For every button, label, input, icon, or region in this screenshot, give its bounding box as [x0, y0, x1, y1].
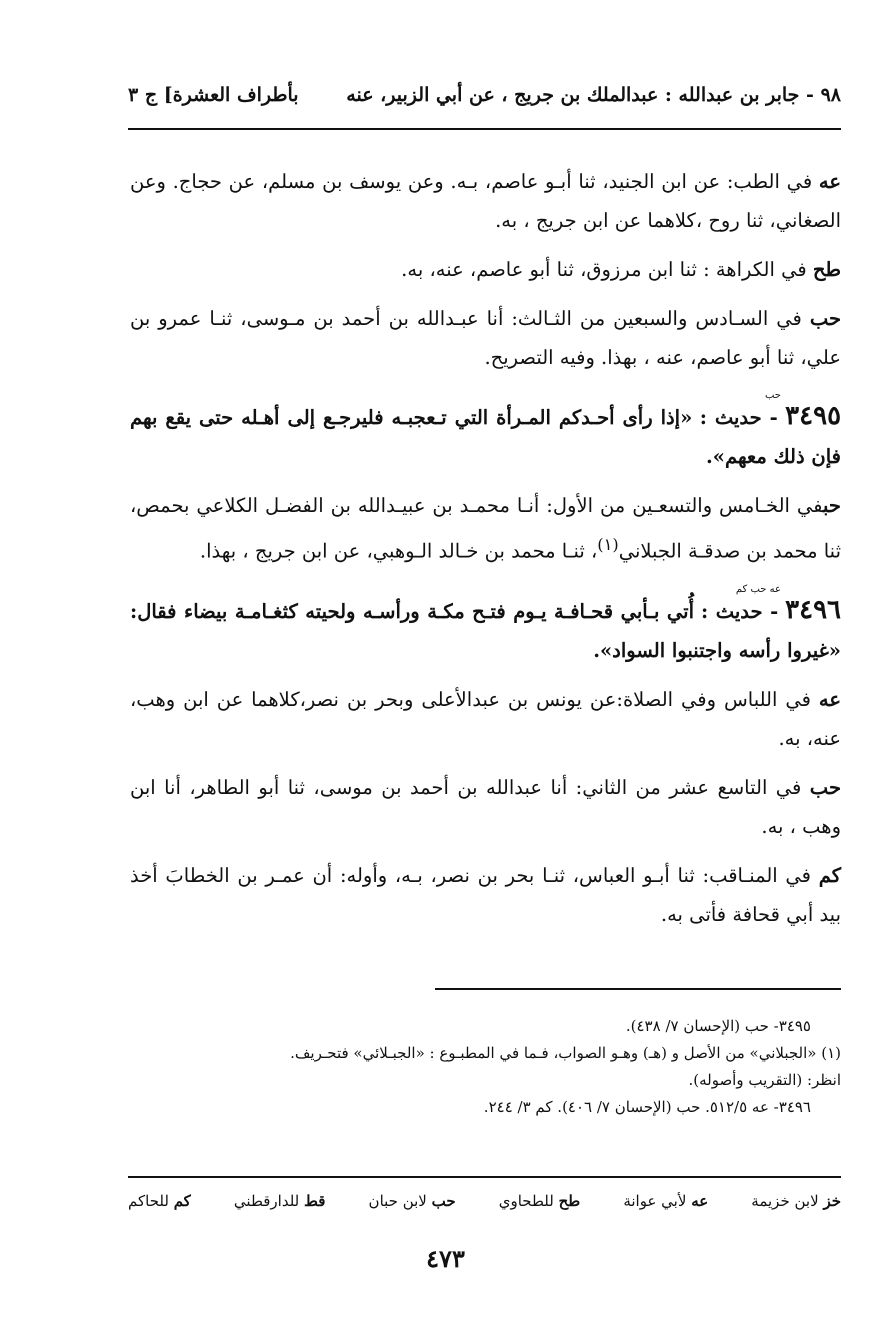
source-abbr: حب — [823, 494, 841, 517]
paragraph-text: في الكراهة : ثنا ابن مرزوق، ثنا أبو عاصم، عنه، به. — [401, 258, 807, 281]
main-text — [130, 162, 841, 944]
paragraph-text: في المنـاقب: ثنا أبـو العباس، ثنـا بحر بن نصر، بـه، وأوله: أن عمـر بن الخطابَ أخذ بيد أبي قحافة فأتى به. — [130, 863, 841, 926]
header-chapter-number: ٩٨ — [820, 84, 841, 106]
header-divider — [128, 128, 841, 130]
source-abbr: عه — [818, 170, 841, 193]
footnote-line: ٣٤٩٥- حب (الإحسان ٧/ ٤٣٨). — [625, 1017, 811, 1035]
footnotes — [128, 1013, 841, 1121]
hadith-3496 — [130, 585, 841, 670]
source-abbr: طح — [812, 258, 841, 281]
paragraph-hibban-2 — [130, 486, 841, 571]
footnote-divider — [435, 988, 841, 990]
source-abbr: حب — [809, 775, 841, 799]
footnote-line: انظر: (التقريب وأصوله). — [688, 1071, 841, 1089]
running-header — [128, 84, 841, 106]
hadith-text: «إذا رأى أحـدكم المـرأة التي تـعجبـه فليرجـع إلى أهـله حتى يقع بهم فإن ذلك معهم». — [130, 406, 841, 468]
paragraph-hibban-1 — [130, 299, 841, 377]
hadith-sources: حب — [764, 390, 781, 401]
hadith-number: ٣٤٩٦ — [785, 594, 842, 625]
paragraph-awana-libas — [130, 680, 841, 758]
key-item: كم للحاكم — [128, 1192, 191, 1210]
paragraph-hakim — [130, 856, 841, 934]
footnote-line: (١) «الجبلاني» من الأصل و (هـ) وهـو الصواب، فـما في المطبـوع : «الجبـلائي» فتحـريف. — [290, 1044, 841, 1062]
paragraph-text: في الخـامس والتسعـين من الأول: أنـا محمـد بن عبيـدالله بن الفضـل الكلاعي بحمص، ثنا محمد بن صدقـة الجبلاني — [130, 494, 841, 563]
page-number: ٤٧٣ — [426, 1244, 465, 1273]
hadith-number: ٣٤٩٥ — [785, 401, 842, 431]
key-item: خز لابن خزيمة — [751, 1192, 841, 1210]
hadith-label: - حديث : — [700, 599, 779, 623]
header-chain-title: جابر بن عبدالله : عبدالملك بن جريج ، عن أبي الزبير، عنه — [346, 84, 800, 106]
hadith-label: - حديث : — [699, 406, 778, 429]
paragraph-text-cont: ، ثنـا محمد بن خـالد الـوهبي، عن ابن جريج ، بهذا. — [199, 539, 598, 563]
paragraph-awana-tibb — [130, 162, 841, 240]
abbreviation-key — [128, 1192, 841, 1210]
footnote-line: ٣٤٩٦- عه ٥١٢/٥. حب (الإحسان ٧/ ٤٠٦). كم ٣/ ٢٤٤. — [483, 1098, 811, 1116]
key-item: عه لأبي عوانة — [623, 1192, 709, 1210]
source-abbr: عه — [818, 687, 842, 711]
hadith-sources: عه حب كم — [735, 583, 781, 595]
paragraph-text: في التاسع عشر من الثاني: أنا عبدالله بن أحمد بن موسى، ثنا أبو الطاهر، أنا ابن وهب ، به. — [130, 775, 841, 838]
source-abbr: حب — [809, 307, 842, 330]
key-item: قط للدارقطني — [233, 1192, 326, 1210]
hadith-text: أُتي بـأبي قحـافـة يـوم فتـح مكـة ورأسـه ولحيته كثغـامـة بيضاء فقال: «غيروا رأسه واجتنبوا السواد». — [130, 599, 841, 662]
header-right: ٩٨ - جابر بن عبدالله : عبدالملك بن جريج ، عن أبي الزبير، عنه — [346, 84, 841, 106]
key-item: حب لابن حبان — [368, 1192, 456, 1210]
footnote-marker: (١) — [597, 535, 619, 554]
header-left: بأطراف العشرة] ج ٣ — [128, 84, 299, 106]
source-abbr: كم — [818, 863, 842, 887]
hadith-3495 — [130, 391, 841, 476]
paragraph-tahawi — [130, 250, 841, 289]
paragraph-text: في السـادس والسبعين من الثـالث: أنا عبـدالله بن أحمد بن مـوسى، ثنـا عمرو بن علي، ثنا أبو عاصم، عنه ، بهذا. وفيه التصريح. — [130, 307, 841, 369]
paragraph-text: في اللباس وفي الصلاة:عن يونس بن عبدالأعلى وبحر بن نصر،كلاهما عن ابن وهب، عنه، به. — [130, 687, 841, 750]
key-divider — [128, 1176, 841, 1178]
paragraph-text: في الطب: عن ابن الجنيد، ثنا أبـو عاصم، بـه. وعن يوسف بن مسلم، عن حجاج. وعن الصغاني، ثنا روح ،كلاهما عن ابن جريج ، به. — [130, 170, 841, 232]
paragraph-hibban-3 — [130, 768, 841, 846]
key-item: طح للطحاوي — [498, 1192, 581, 1210]
